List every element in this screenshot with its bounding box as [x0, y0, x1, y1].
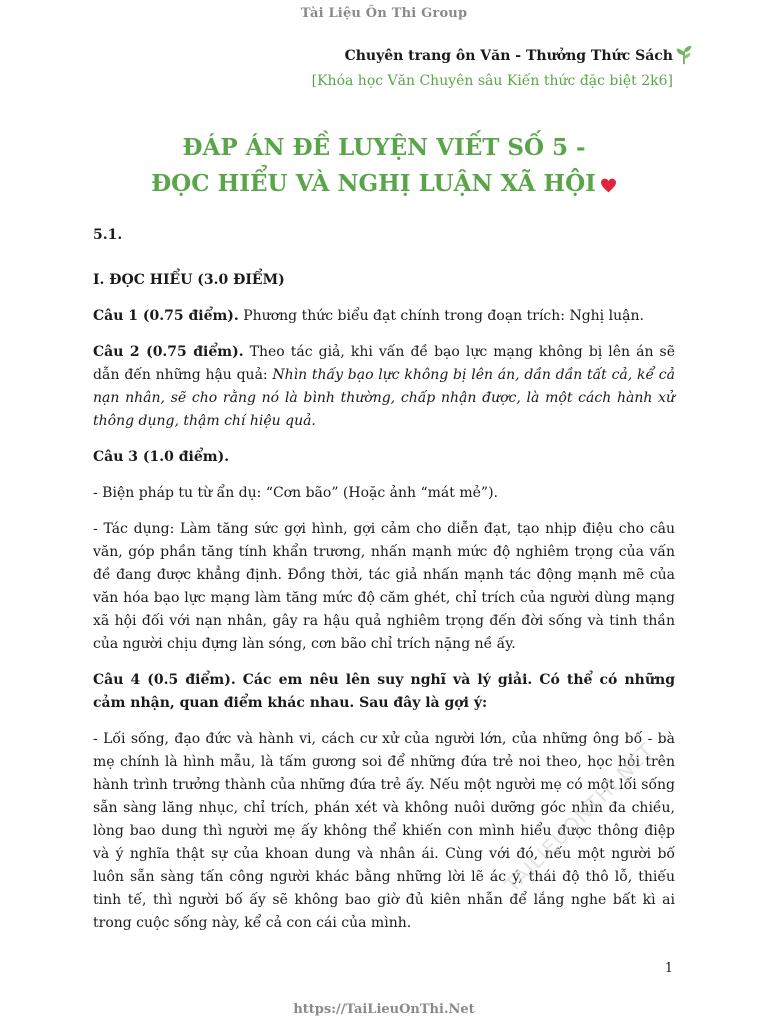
watermark: TAILIEUONTHI.NET: [500, 738, 659, 897]
page-number: 1: [664, 961, 673, 976]
question-1-label: Câu 1 (0.75 điểm).: [93, 308, 239, 324]
question-1: [93, 305, 675, 328]
brand-text: Chuyên trang ôn Văn - Thưởng Thức Sách: [344, 48, 673, 64]
title-line-1: ĐÁP ÁN ĐỀ LUYỆN VIẾT SỐ 5 -: [182, 134, 586, 161]
part-heading: I. ĐỌC HIỂU (3.0 ĐIỂM): [93, 272, 285, 288]
question-2-label: Câu 2 (0.75 điểm).: [93, 344, 244, 360]
question-4-label: Câu 4 (0.5 điểm). Các em nêu lên suy nghĩ và lý giải. Có thể có những cảm nhận, quan điểm khác nhau. Sau đây là gợi ý:: [93, 672, 675, 711]
question-3-paragraph-2: - Tác dụng: Làm tăng sức gợi hình, gợi cảm cho diễn đạt, tạo nhịp điệu cho câu văn, góp phần tăng tính khẩn trương, nhấn mạnh mức độ nghiêm trọng của vấn đề đang được khẳng định. Đồng thời, tác giả nhấn mạnh tác động mạnh mẽ của văn hóa bạo lực mạng làm tăng mức độ căm ghét, chỉ trích của người dùng mạng xã hội đối với nạn nhân, gây ra hậu quả nghiêm trọng đến đời sống và tinh thần của người chịu đựng làn sóng, cơn bão chỉ trích nặng nề ấy.: [93, 521, 675, 652]
page-title: [0, 130, 768, 202]
leaf-icon: [673, 44, 695, 66]
document-body: [93, 224, 675, 948]
course-line: [Khóa học Văn Chuyên sâu Kiến thức đặc biệt 2k6]: [311, 73, 673, 89]
question-2: [93, 341, 675, 433]
question-3-label: Câu 3 (1.0 điểm).: [93, 449, 230, 465]
question-3-paragraph-1: - Biện pháp tu từ ẩn dụ: “Cơn bão” (Hoặc ảnh “mát mẻ”).: [93, 485, 498, 501]
question-2-quote: Nhìn thấy bạo lực không bị lên án, dần dần tất cả, kể cả nạn nhân, sẽ cho rằng nó là bình thường, chấp nhận được, là một cách hành xử thông dụng, thậm chí hiệu quả.: [93, 367, 675, 429]
question-2-text: Theo tác giả, khi vấn đề bạo lực mạng không bị lên án sẽ dẫn đến những hậu quả:: [93, 344, 675, 383]
question-1-text: Phương thức biểu đạt chính trong đoạn trích: Nghị luận.: [238, 308, 644, 324]
brand-line: [345, 48, 673, 64]
heart-icon: [600, 178, 617, 193]
title-line-2: ĐỌC HIỂU VÀ NGHỊ LUẬN XÃ HỘI: [151, 170, 596, 197]
top-header: Tài Liệu Ôn Thi Group: [300, 6, 468, 21]
title-line-2-wrap: [0, 166, 768, 202]
footer-link[interactable]: https://TaiLieuOnThi.Net: [293, 1002, 475, 1017]
section-number: 5.1.: [93, 227, 123, 243]
question-4-paragraph-1: - Lối sống, đạo đức và hành vi, cách cư xử của người lớn, của những ông bố - bà mẹ chính là hình mẫu, là tấm gương soi để những đứa trẻ noi theo, học hỏi trên hành trình trưởng thành của những đứa trẻ ấy. Nếu một người mẹ có một lối sống sẵn sàng lăng nhục, chỉ trích, phán xét và không nuôi dưỡng góc nhìn đa chiều, lòng bao dung thì người mẹ ấy không thể khiến con mình hiểu được thông điệp và ý nghĩa thật sự của khoan dung và nhân ái. Cùng với đó, nếu một người bố luôn sẵn sàng tấn công người khác bằng những lời lẽ ác ý, thái độ thô lỗ, thiếu tinh tế, thì người bố ấy sẽ không bao giờ đủ kiên nhẫn để lắng nghe bất kì ai trong cuộc sống này, kể cả con cái của mình.: [93, 731, 675, 931]
